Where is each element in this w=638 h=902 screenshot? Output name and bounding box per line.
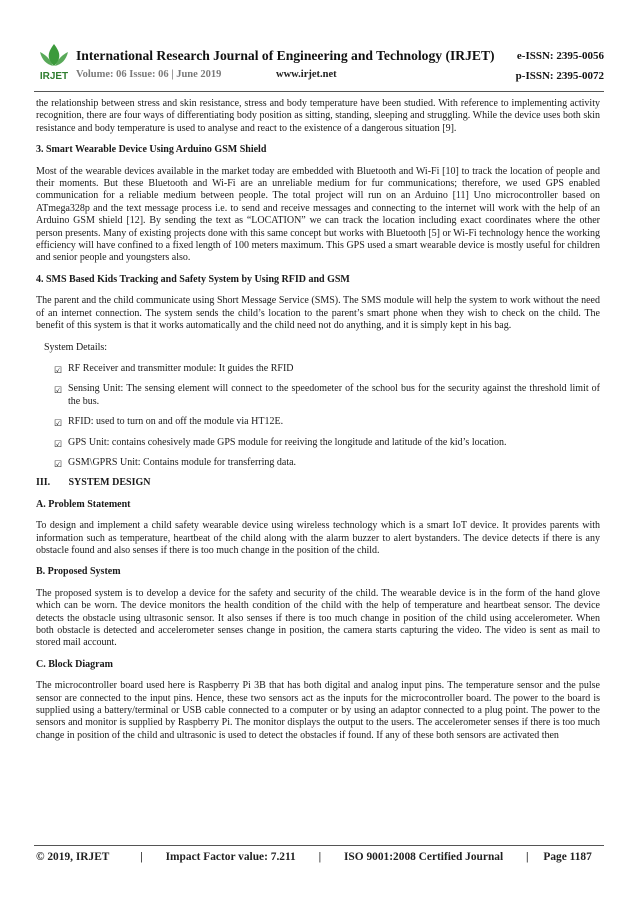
journal-header [34, 42, 606, 88]
section-number: III. [36, 477, 51, 489]
copyright: © 2019, IRJET [36, 851, 110, 863]
irjet-logo [34, 42, 74, 82]
checkbox-bullet-icon: ☑ [54, 438, 63, 449]
impact-factor: Impact Factor value: 7.211 [165, 851, 296, 863]
heading-3: 3. Smart Wearable Device Using Arduino GSM Shield [36, 144, 267, 156]
list-item: ☑ RF Receiver and transmitter module: It guides the RFID [54, 362, 294, 375]
section-heading-system-design [36, 477, 600, 489]
p-issn: p-ISSN: 2395-0072 [515, 70, 604, 82]
block-diagram-paragraph: The microcontroller board used here is Raspberry Pi 3B that has both digital and analog input pins. The temperature sensor and the pulse sensor are connected to the input pins. Hence, these two sensors act as the inputs for the microcontroller board. The power to the board is supplied using a battery/terminal or USB cable connected to a computer or by using an adaptor connected to a plug point. The power to the sensors and monitor is supplied by Raspberry Pi. The monitor displays the output to the users. The accelerometer senses if there is too much change in position of the child and ultrasonic is used to detect the obstacles if found. If any of these both sensors are activated then [36, 680, 600, 741]
checkbox-bullet-icon: ☑ [54, 364, 63, 375]
footer-divider [34, 845, 604, 846]
journal-title: International Research Journal of Engineering and Technology (IRJET) [76, 48, 495, 63]
checkbox-bullet-icon: ☑ [54, 385, 63, 396]
list-item: ☑ GSM\GPRS Unit: Contains module for transferring data. [54, 456, 297, 469]
proposed-system-paragraph: The proposed system is to develop a device for the safety and security of the child. The wearable device is in the form of the hand glove which can be worn. The device monitors the health condition of the child with the help of temperature and heartbeat sensor. The device detects the obstacle using ultrasonic sensor. It also senses if there is too much change in position of the child using accelerometer. When both obstacle is detected and accelerometer senses change in position, the camera starts capturing the video. The video is sent as mail to stored mail account. [36, 587, 600, 649]
problem-statement-paragraph: To design and implement a child safety wearable device using wireless technology which is a smart IoT device. It provides parents with information such as temperature, heartbeat of the child along with the alarm buzzer to alert bystanders. The device detects if there is any obstacle found and also senses if there is too much change in the position of the child. [36, 520, 600, 556]
page-footer [36, 851, 606, 863]
system-details-list [36, 363, 600, 469]
subheading-proposed-system: B. Proposed System [36, 566, 121, 578]
system-details-label: System Details: [44, 341, 108, 353]
intro-paragraph: the relationship between stress and skin resistance, stress and body temperature have been studied. With reference to implementing activity recognition, there are four ways of differentiating body position as sitting, standing, sleeping and struggling. While the device uses both skin resistance and body temperature is used to analyse and react to the existence of a dangerous situation [9]. [36, 98, 600, 134]
footer-separator: | [140, 851, 143, 863]
logo-text: IRJET [39, 71, 69, 82]
volume-issue: Volume: 06 Issue: 06 | June 2019 [76, 69, 222, 80]
subheading-block-diagram: C. Block Diagram [36, 658, 113, 670]
heading-4: 4. SMS Based Kids Tracking and Safety System by Using RFID and GSM [36, 273, 350, 285]
page-number: Page 1187 [543, 851, 592, 863]
paragraph-3: Most of the wearable devices available in the market today are embedded with Bluetooth and Wi-Fi [10] to track the location of people and their moments. But these Bluetooth and Wi-Fi are an unreliable medium for fur communications; therefore, we used GPS enabled communication for a reliable medium between people. The total project will run on an Arduino [11] Uno microcontroller based on ATmega328p and the text message process i.e. to send and receive messages and connecting to the internet will work with the help of an Arduino GSM shield [12]. By sending the text as “LOCATION” we can track the location including exact coordinates where the other person presents. Many of existing projects done with this same concept but works with Bluetooth [5] or Wi-Fi technology hence the working efficiency will have confined to a fixed length of 100 meters maximum. This GPS used a smart wearable device is mostly useful for children and senior people and youngsters also. [36, 165, 600, 264]
e-issn: e-ISSN: 2395-0056 [516, 50, 604, 62]
footer-separator: | [318, 851, 322, 863]
footer-separator: | [526, 851, 529, 863]
list-item: ☑ RFID: used to turn on and off the module via HT12E. [54, 416, 284, 429]
section-title: SYSTEM DESIGN [68, 477, 151, 489]
paragraph-4: The parent and the child communicate using Short Message Service (SMS). The SMS module will help the system to work without the need of an internet connection. The system sends the child’s location to the parent’s smart phone when they wish to check on the child. The benefit of this system is that it works automatically and the child need not do anything, and it is simply kept in his bag. [36, 295, 600, 332]
iso-certification: ISO 9001:2008 Certified Journal [344, 851, 504, 863]
page-body [36, 98, 600, 751]
journal-website: www.irjet.net [276, 69, 337, 80]
header-divider [34, 91, 604, 92]
list-item: ☑ GPS Unit: contains cohesively made GPS module for reeiving the longitude and latitude of the kid’s location. [54, 436, 507, 449]
list-item: ☑ Sensing Unit: The sensing element will connect to the speedometer of the school bus for the security against the threshold limit of the bus. [54, 383, 600, 407]
subheading-problem-statement: A. Problem Statement [36, 498, 131, 510]
checkbox-bullet-icon: ☑ [54, 418, 63, 429]
checkbox-bullet-icon: ☑ [54, 458, 63, 469]
